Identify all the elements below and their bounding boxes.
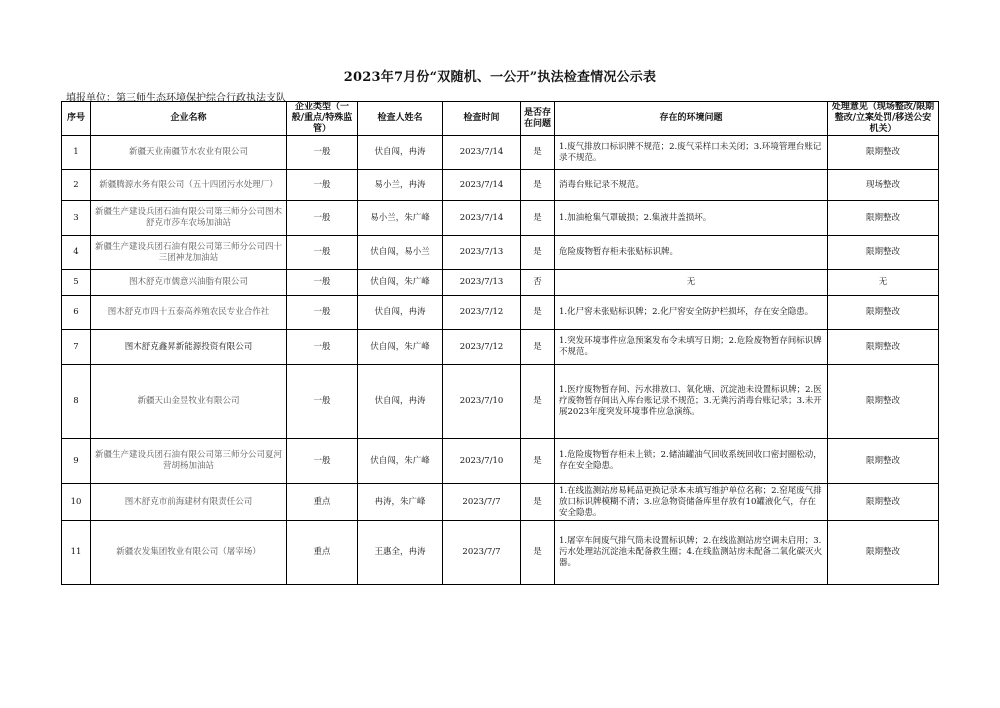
cell-no: 9 xyxy=(62,439,91,484)
cell-no: 6 xyxy=(62,296,91,330)
cell-action: 限期整改 xyxy=(828,521,939,585)
cell-date: 2023/7/14 xyxy=(443,201,521,236)
cell-company: 新疆天山金昱牧业有限公司 xyxy=(91,365,287,439)
cell-action: 现场整改 xyxy=(828,170,939,201)
cell-has-issue: 是 xyxy=(521,296,555,330)
cell-company: 新疆腾源水务有限公司（五十四团污水处理厂） xyxy=(91,170,287,201)
cell-issues: 1.加油枪集气罩破损；2.集液井盖损坏。 xyxy=(555,201,828,236)
cell-inspectors: 伏自闯，易小兰 xyxy=(358,236,443,270)
cell-type: 一般 xyxy=(287,365,358,439)
table-row xyxy=(62,439,939,484)
cell-inspectors: 伏自闯，朱广峰 xyxy=(358,439,443,484)
cell-issues: 无 xyxy=(555,270,828,296)
cell-inspectors: 伏自闯，朱广峰 xyxy=(358,330,443,365)
cell-date: 2023/7/13 xyxy=(443,270,521,296)
cell-no: 5 xyxy=(62,270,91,296)
cell-issues: 消毒台账记录不规范。 xyxy=(555,170,828,201)
header-action: 处理意见（现场整改/限期整改/立案处罚/移送公安机关） xyxy=(828,102,939,136)
cell-action: 无 xyxy=(828,270,939,296)
cell-issues: 1.医疗废物暂存间、污水排放口、氧化塘、沉淀池未设置标识牌；2.医疗废物暂存间出入库台账记录不规范；3.无粪污消毒台账记录；3.未开展2023年度突发环境事件应急演练。 xyxy=(555,365,828,439)
cell-issues: 1.危险废物暂存柜未上锁；2.储油罐油气回收系统回收口密封圈松动，存在安全隐患。 xyxy=(555,439,828,484)
cell-no: 4 xyxy=(62,236,91,270)
cell-type: 一般 xyxy=(287,439,358,484)
cell-has-issue: 是 xyxy=(521,521,555,585)
table-row xyxy=(62,236,939,270)
cell-company: 图木舒克市前海建材有限责任公司 xyxy=(91,484,287,521)
cell-issues: 1.化尸窖未张贴标识牌；2.化尸窖安全防护栏损坏，存在安全隐患。 xyxy=(555,296,828,330)
table-row xyxy=(62,136,939,170)
cell-company: 图木舒克鑫昇新能源投资有限公司 xyxy=(91,330,287,365)
header-company: 企业名称 xyxy=(91,102,287,136)
cell-has-issue: 是 xyxy=(521,201,555,236)
cell-no: 11 xyxy=(62,521,91,585)
cell-inspectors: 伏自闯，冉涛 xyxy=(358,365,443,439)
cell-type: 一般 xyxy=(287,330,358,365)
cell-has-issue: 否 xyxy=(521,270,555,296)
cell-no: 3 xyxy=(62,201,91,236)
cell-company: 新疆生产建设兵团石油有限公司第三师分公司图木舒克市莎车农场加油站 xyxy=(91,201,287,236)
cell-date: 2023/7/12 xyxy=(443,330,521,365)
header-issues: 存在的环境问题 xyxy=(555,102,828,136)
cell-action: 限期整改 xyxy=(828,136,939,170)
cell-no: 2 xyxy=(62,170,91,201)
table-row xyxy=(62,365,939,439)
cell-issues: 危险废物暂存柜未张贴标识牌。 xyxy=(555,236,828,270)
table-row xyxy=(62,484,939,521)
cell-inspectors: 伏自闯，朱广峰 xyxy=(358,270,443,296)
cell-company: 图木舒克市四十五泰高养殖农民专业合作社 xyxy=(91,296,287,330)
cell-inspectors: 冉涛，朱广峰 xyxy=(358,484,443,521)
cell-type: 一般 xyxy=(287,296,358,330)
header-has-issue: 是否存在问题 xyxy=(521,102,555,136)
cell-date: 2023/7/13 xyxy=(443,236,521,270)
page-title: 2023年7月份“双随机、一公开”执法检查情况公示表 xyxy=(343,70,657,85)
cell-action: 限期整改 xyxy=(828,236,939,270)
cell-no: 8 xyxy=(62,365,91,439)
cell-type: 一般 xyxy=(287,136,358,170)
cell-date: 2023/7/7 xyxy=(443,484,521,521)
header-type: 企业类型（一般/重点/特殊监管） xyxy=(287,102,358,136)
cell-type: 一般 xyxy=(287,236,358,270)
cell-has-issue: 是 xyxy=(521,136,555,170)
cell-issues: 1.屠宰车间废气排气筒未设置标识牌；2.在线监测站房空调未启用；3.污水处理站沉淀池未配备救生圈；4.在线监测站房未配备二氧化碳灭火器。 xyxy=(555,521,828,585)
cell-has-issue: 是 xyxy=(521,484,555,521)
cell-action: 限期整改 xyxy=(828,484,939,521)
cell-inspectors: 伏自闯，冉涛 xyxy=(358,136,443,170)
table-row xyxy=(62,170,939,201)
cell-company: 新疆生产建设兵团石油有限公司第三师分公司夏河营胡杨加油站 xyxy=(91,439,287,484)
cell-has-issue: 是 xyxy=(521,439,555,484)
cell-issues: 1.在线监测站房易耗品更换记录本未填写维护单位名称；2.窑尾废气排放口标识牌模糊不清；3.应急物资储备库里存放有10罐液化气，存在安全隐患。 xyxy=(555,484,828,521)
cell-no: 7 xyxy=(62,330,91,365)
cell-date: 2023/7/7 xyxy=(443,521,521,585)
table-row xyxy=(62,201,939,236)
inspection-table xyxy=(61,101,939,585)
cell-action: 限期整改 xyxy=(828,439,939,484)
table-row xyxy=(62,521,939,585)
filling-unit: 填报单位：第三师生态环境保护综合行政执法支队 xyxy=(66,93,286,104)
cell-type: 一般 xyxy=(287,170,358,201)
cell-company: 新疆农发集团牧业有限公司（屠宰场） xyxy=(91,521,287,585)
cell-date: 2023/7/12 xyxy=(443,296,521,330)
cell-has-issue: 是 xyxy=(521,365,555,439)
cell-no: 10 xyxy=(62,484,91,521)
cell-has-issue: 是 xyxy=(521,170,555,201)
cell-issues: 1.废气排放口标识牌不规范；2.废气采样口未关闭；3.环境管理台账记录不规范。 xyxy=(555,136,828,170)
cell-action: 限期整改 xyxy=(828,296,939,330)
cell-inspectors: 易小兰，朱广峰 xyxy=(358,201,443,236)
cell-date: 2023/7/14 xyxy=(443,170,521,201)
header-inspectors: 检查人姓名 xyxy=(358,102,443,136)
header-date: 检查时间 xyxy=(443,102,521,136)
table-header-row xyxy=(62,102,939,136)
cell-company: 新疆天业南疆节水农业有限公司 xyxy=(91,136,287,170)
cell-issues: 1.突发环境事件应急预案发布令未填写日期；2.危险废物暂存间标识牌不规范。 xyxy=(555,330,828,365)
cell-has-issue: 是 xyxy=(521,236,555,270)
cell-type: 一般 xyxy=(287,270,358,296)
cell-date: 2023/7/14 xyxy=(443,136,521,170)
cell-no: 1 xyxy=(62,136,91,170)
cell-inspectors: 王惠全，冉涛 xyxy=(358,521,443,585)
table-row xyxy=(62,330,939,365)
cell-type: 一般 xyxy=(287,201,358,236)
cell-inspectors: 易小兰，冉涛 xyxy=(358,170,443,201)
cell-company: 图木舒克市儒意兴油脂有限公司 xyxy=(91,270,287,296)
cell-type: 重点 xyxy=(287,484,358,521)
cell-action: 限期整改 xyxy=(828,365,939,439)
cell-action: 限期整改 xyxy=(828,201,939,236)
cell-action: 限期整改 xyxy=(828,330,939,365)
cell-company: 新疆生产建设兵团石油有限公司第三师分公司四十三团神龙加油站 xyxy=(91,236,287,270)
cell-inspectors: 伏自闯，冉涛 xyxy=(358,296,443,330)
table-row xyxy=(62,270,939,296)
cell-type: 重点 xyxy=(287,521,358,585)
header-no: 序号 xyxy=(62,102,91,136)
cell-date: 2023/7/10 xyxy=(443,365,521,439)
cell-has-issue: 是 xyxy=(521,330,555,365)
table-row xyxy=(62,296,939,330)
cell-date: 2023/7/10 xyxy=(443,439,521,484)
